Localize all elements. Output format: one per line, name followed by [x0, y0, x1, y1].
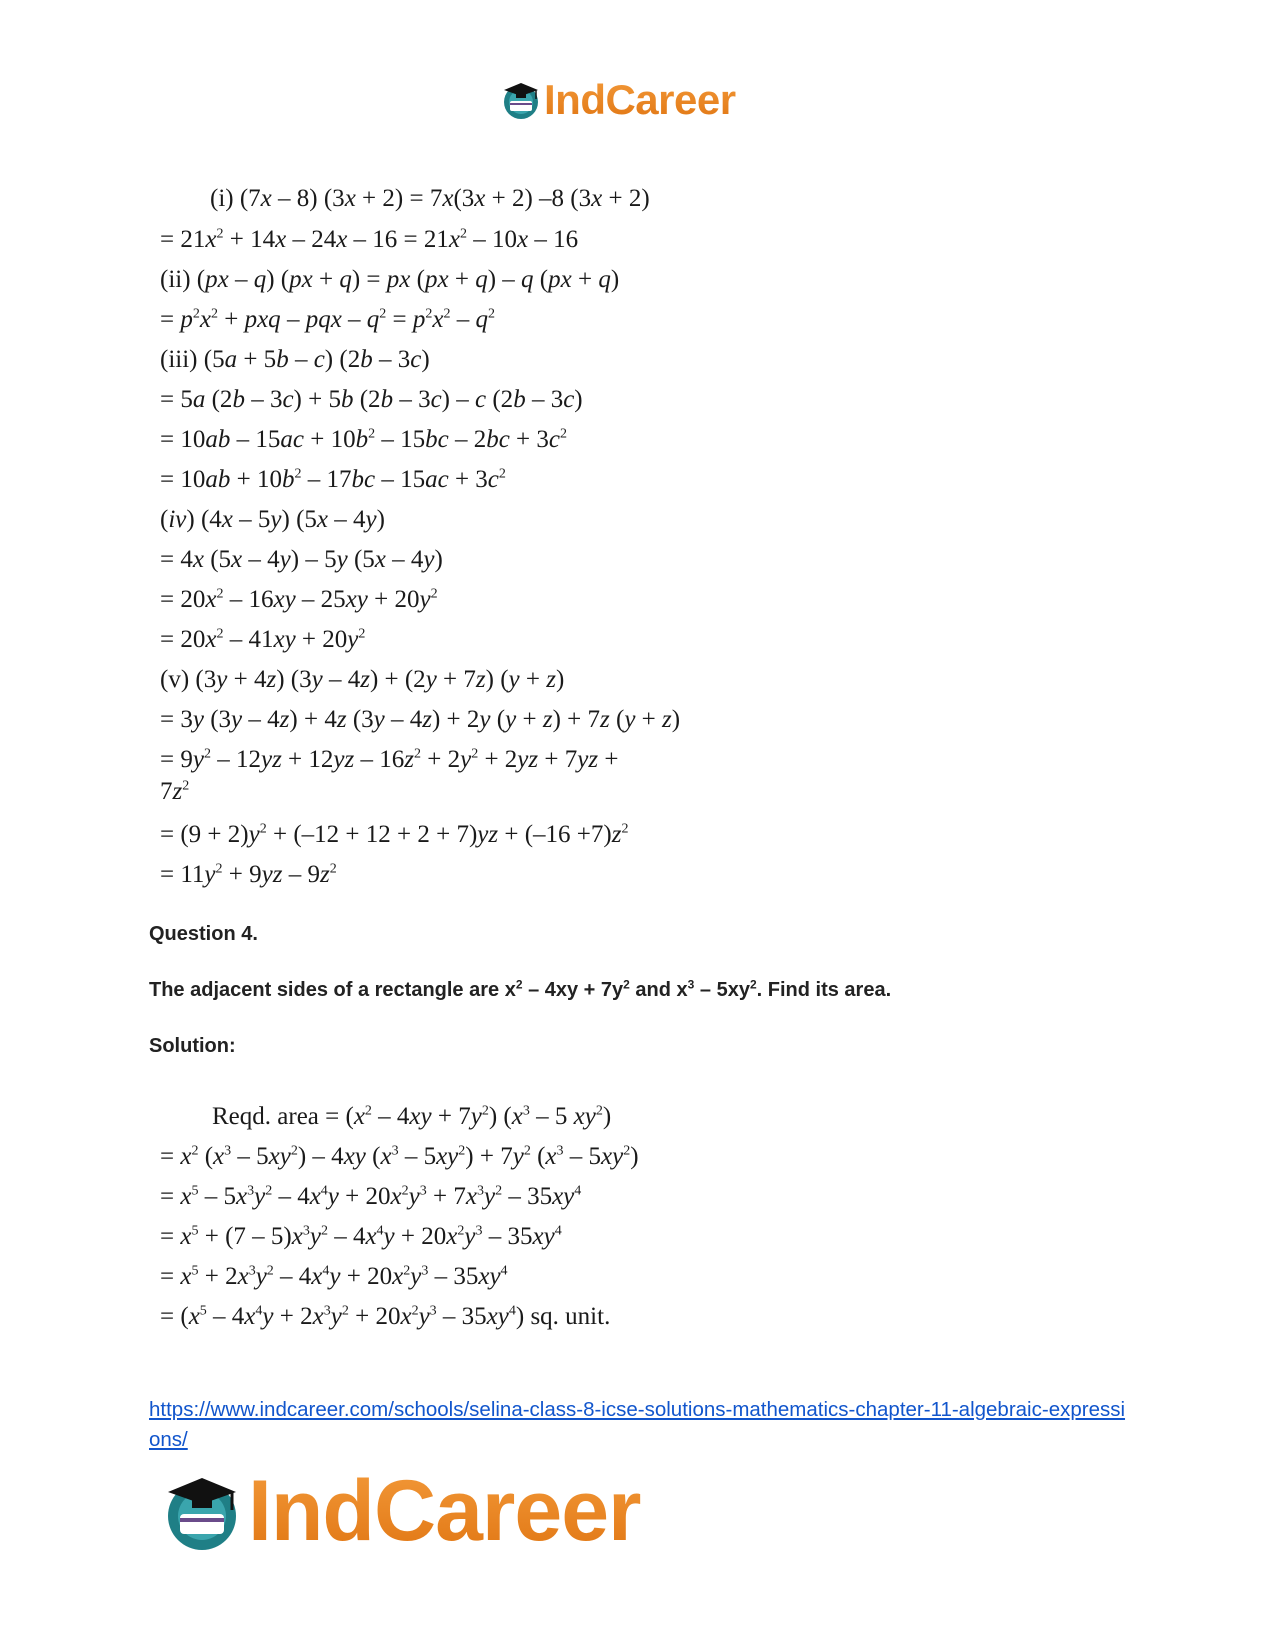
solution-line: = $(x^5 - 4x^4y + 2x^3y^2 + 20x^2y^3 - 35xy^4)$ sq. unit.	[160, 1303, 611, 1330]
solution-line: = $20x^2 - 16xy - 25xy + 20y^2$	[160, 586, 438, 613]
solution-line: Reqd. area = $(x^2 - 4xy + 7y^2)$ ($x^3 - 5$ $xy^2$)	[212, 1103, 612, 1130]
solution-line: = $p^2x^2$ + pxq – pqx – $q^2 = p^2x^2 - q^2$	[160, 306, 496, 333]
footer-logo	[160, 1462, 641, 1561]
solution-line: = $x^5 - 5x^3y^2 - 4x^4y + 20x^2y^3 + 7x^3y^2 - 35xy^4$	[160, 1183, 582, 1210]
solution-line: = 5a (2b – 3c) + 5b (2b – 3c) – c (2b – 3c)	[160, 386, 583, 413]
solution-line: (iii) (5a + 5b – c) (2b – 3c)	[160, 346, 430, 373]
solution-line: = $11y^2 + 9yz - 9z^2$	[160, 861, 337, 888]
brand-name: IndCareer	[544, 76, 736, 123]
source-link[interactable]: https://www.indcareer.com/schools/selina-class-8-icse-solutions-mathematics-chapter-11-algebraic-expressions/	[149, 1398, 1126, 1451]
solution-line: = 3y (3y – 4z) + 4z (3y – 4z) + 2y (y + z) + 7z (y + z)	[160, 706, 681, 733]
question-text: The adjacent sides of a rectangle are $x^2 - 4xy + 7y^2$ and $x^3 - 5xy^2$. Find its area.	[149, 977, 892, 1001]
solution-line: (ii) (px – q) (px + q) = px (px + q) – q (px + q)	[160, 266, 620, 293]
solution-line: $7z^2$	[160, 778, 190, 805]
solution-line: = $(9 + 2)y^2 + (-12 + 12 + 2 + 7)yz + (-16 +7)z^2$	[160, 821, 629, 848]
graduation-globe-icon	[500, 79, 542, 121]
solution-label: Solution:	[149, 1035, 236, 1057]
solution-line: (v) (3y + 4z) (3y – 4z) + (2y + 7z) (y + z)	[160, 666, 565, 693]
solution-line: = $21x^2 + 14x - 24x - 16 = 21x^2 - 10x - 16$	[160, 226, 579, 253]
solution-line: (i) (7x – 8) (3x + 2) = 7x(3x + 2) –8 (3x + 2)	[210, 185, 650, 212]
solution-line: = $x^5 + 2x^3y^2 - 4x^4y + 20x^2y^3 - 35xy^4$	[160, 1263, 508, 1290]
solution-line: (iv) (4x – 5y) (5x – 4y)	[160, 506, 385, 533]
solution-line: = 4x (5x – 4y) – 5y (5x – 4y)	[160, 546, 443, 573]
graduation-globe-icon	[160, 1470, 244, 1554]
brand-name: IndCareer	[248, 1463, 641, 1559]
solution-line: = $9y^2 - 12yz + 12yz - 16z^2 + 2y^2 + 2yz + 7yz$ +	[160, 746, 619, 773]
solution-line: = $20x^2 - 41xy + 20y^2$	[160, 626, 366, 653]
solution-line: = $x^2$ $(x^3 - 5xy^2) - 4xy$ $(x^3 - 5xy^2) + 7y^2$ $(x^3 - 5xy^2)$	[160, 1143, 639, 1170]
solution-line: = $x^5 + (7 - 5)x^3y^2 - 4x^4y + 20x^2y^3 - 35xy^4$	[160, 1223, 562, 1250]
header-logo	[500, 76, 736, 124]
solution-line: = $10ab - 15ac + 10b^2 - 15bc - 2bc + 3c^2$	[160, 426, 568, 453]
question-label: Question 4.	[149, 923, 258, 945]
solution-line: = $10ab + 10b^2 - 17bc - 15ac + 3c^2$	[160, 466, 506, 493]
